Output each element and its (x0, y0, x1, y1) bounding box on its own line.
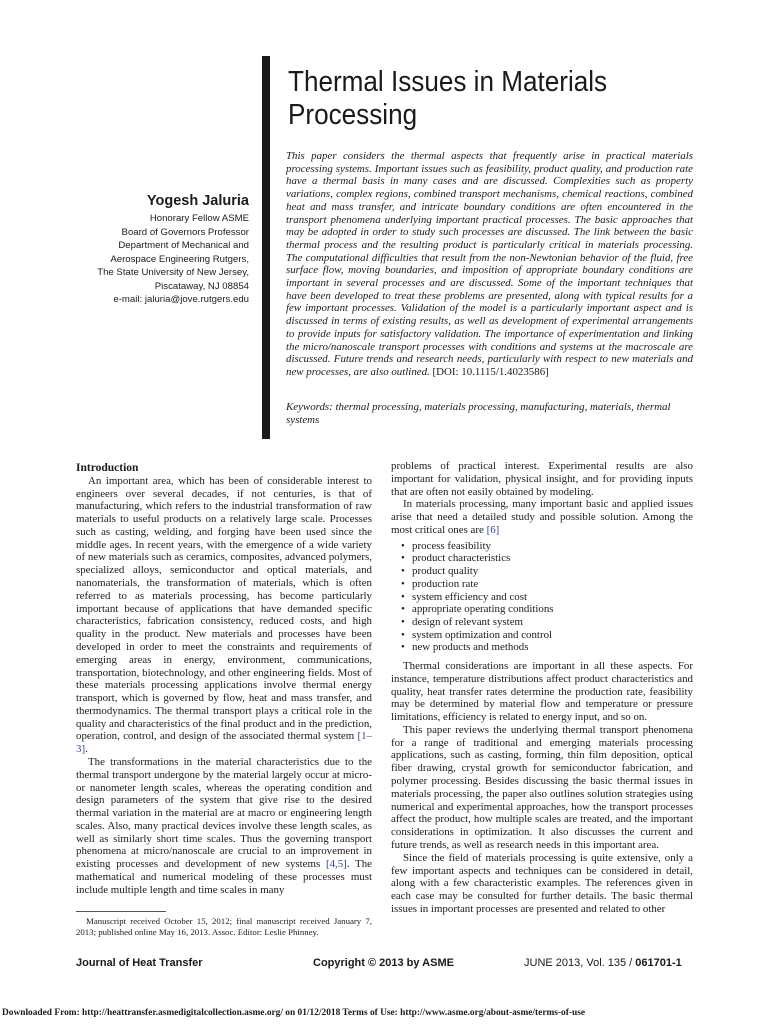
article-title-line-1: Thermal Issues in Materials (288, 66, 608, 98)
author-affiliation-line: Piscataway, NJ 08854 (154, 280, 249, 292)
abstract (286, 150, 693, 379)
article-title-line-2: Processing (288, 99, 418, 131)
paragraph: In materials processing, many important basic and applied issues arise that need a detailed study and possible solution. Among the most critical ones are [6] (391, 498, 693, 536)
abstract-text: This paper considers the thermal aspects that frequently arise in practical materials processing systems. Important issues such as feasibility, product quality, and production rate have a thermal basis in many cases and are discussed. Complexities such as property variations, complex regions, combined transport mechanisms, chemical reactions, combined heat and mass transfer, and intricate boundary conditions are often encountered in the transport phenomena underlying important practical processes. The basic approaches that may be adopted in order to study such processes are discussed. The link between the basic thermal process and the resulting product is particularly critical in materials processing. The computational difficulties that result from the non-Newtonian behavior of the fluid, free surface flow, moving boundaries, and imposition of appropriate boundary conditions are important in several processes and are discussed. Some of the important techniques that have been developed to treat these problems are presented, along with typical results for a few important processes. Validation of the model is a particularly important aspect and is discussed in terms of existing results, as well as development of experimental arrangements to provide inputs for satisfactory validation. The importance of experimentation and linking the micro/nanoscale transport processes with conditions and systems at the macroscale are discussed. Future trends and research needs, particularly with respect to new materials and new processes, are also outlined. (286, 150, 693, 378)
footer-copyright: Copyright © 2013 by ASME (313, 957, 454, 969)
list-item: • system efficiency and cost (401, 590, 528, 603)
author-affiliation-line: Aerospace Engineering Rutgers, (110, 253, 249, 265)
title-accent-bar (262, 56, 270, 439)
paragraph: The transformations in the material characteristics due to the thermal transport undergone by the material largely occur at micro- or nanometer length scales, whereas the operating condition and design parameters of the system that give rise to the desired thermal variation in the material are at macro or engineering length scales. Also, many practical devices involve these length scales, as well as similarly short time scales. Thus the governing transport phenomena at micro/nanoscale are crucial to an improvement in existing processes and development of new systems [4,5]. The mathematical and numerical modeling of these processes must include multiple length and time scales in many (76, 755, 372, 896)
citation-link[interactable]: [6] (486, 523, 500, 536)
paragraph: An important area, which has been of considerable interest to engineers over several decades, if not centuries, is that of manufacturing, which refers to the industrial transformation of raw materials to useful products on a relatively large scale. Processes such as casting, welding, and forging have been used since the middle ages. In recent years, with the emergence of a wide variety of new materials such as ceramics, composites, advanced polymers, specialized alloys, semiconductor and optical materials, and nanomaterials, the transformation of materials, which is often referred to as materials processing, has become particularly important because of applications that have demanded specific characteristics, fabrication consistency, reduced costs, and high quality in the product. New materials and processes have been developed in order to meet the constraints and requirements of emerging areas in energy, environment, communications, transportation, biotechnology, and other engineering fields. Most of these materials processing applications involve thermal energy transport, which is governed by flow, heat and mass transfer, and thermodynamics. The thermal transport plays a critical role in the quality and characteristics of the final product and in the prediction, operation, control, and design of the associated thermal system [1–3]. (76, 474, 372, 756)
footnote-divider (76, 911, 166, 912)
paragraph: Thermal considerations are important in all these aspects. For instance, temperature distributions affect product characteristics and quality, heat transfer rates determine the production rate, feasibility may be determined by material flow and temperature or pressure limitations, efficiency is related to energy input, and so on. (391, 660, 693, 724)
paragraph: problems of practical interest. Experimental results are also important for validation, physical insight, and for providing inputs that are often not easily obtained by modeling. (391, 460, 693, 498)
list-item: • product characteristics (401, 552, 511, 565)
article-title (288, 66, 684, 132)
issues-list (391, 540, 693, 654)
author-name: Yogesh Jaluria (146, 193, 249, 209)
footer-journal-name: Journal of Heat Transfer (76, 957, 203, 969)
paragraph: This paper reviews the underlying thermal transport phenomena for a range of traditional and emerging materials processing applications, such as casting, forming, thin film deposition, optical fiber drawing, crystal growth for semiconductor fabrication, and polymer processing. Besides discussing the basic thermal issues in materials processing, the paper also outlines solution strategies using numerical and experimental approaches, how the transport processes affect the product, how multiple scales are treated, and the important considerations in optimization. It also discusses the current and future trends, as well as research needs in this important area. (391, 723, 693, 851)
author-affiliation-line: Department of Mechanical and (118, 240, 249, 251)
manuscript-footnote: Manuscript received October 15, 2012; final manuscript received January 7, 2013; published online May 16, 2013. Assoc. Editor: Leslie Phinney. (76, 916, 372, 937)
author-block (49, 193, 249, 307)
list-item: • process feasibility (401, 539, 491, 552)
section-heading-introduction: Introduction (76, 462, 139, 474)
left-column (76, 462, 372, 897)
list-item: • appropriate operating conditions (401, 603, 554, 616)
list-item: • design of relevant system (401, 615, 523, 628)
paragraph: Since the field of materials processing is quite extensive, only a few important aspects and techniques can be considered in detail, along with a few characteristic examples. The references given in each case may be consulted for further details. The basic thermal issues in important processes are presented and related to other (391, 851, 693, 915)
list-item: • new products and methods (401, 641, 529, 654)
download-notice[interactable]: Downloaded From: http://heattransfer.asmedigitalcollection.asme.org/ on 01/12/2018 Terms of Use: http://www.asme.org/about-asme/terms-of-use (2, 1008, 586, 1018)
right-column (391, 460, 693, 916)
doi-link[interactable]: [DOI: 10.1115/1.4023586] (432, 365, 549, 378)
list-item: • production rate (401, 577, 479, 590)
author-affiliation-line: Honorary Fellow ASME (149, 213, 249, 224)
citation-link[interactable]: [4,5] (325, 858, 347, 871)
list-item: • system optimization and control (401, 628, 553, 641)
citation-link[interactable]: [1–3] (76, 730, 372, 756)
keywords: Keywords: thermal processing, materials processing, manufacturing, materials, thermal systems (286, 401, 671, 426)
list-item: • product quality (401, 565, 479, 578)
author-affiliation-line: Board of Governors Professor (121, 226, 249, 238)
author-email[interactable]: e-mail: jaluria@jove.rutgers.edu (113, 294, 249, 305)
footer-article-id: 061701-1 (635, 957, 682, 969)
footer-issue: JUNE 2013, Vol. 135 / 061701-1 (524, 957, 682, 969)
author-affiliation-line: The State University of New Jersey, (97, 267, 249, 278)
